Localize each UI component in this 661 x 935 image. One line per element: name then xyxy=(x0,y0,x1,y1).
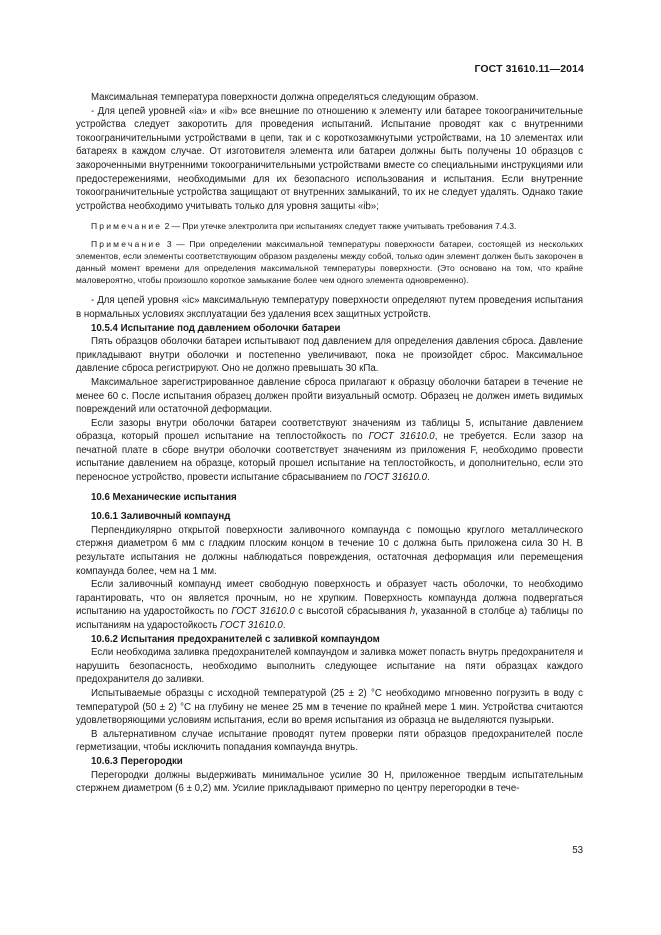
text-run: с высотой сбрасывания xyxy=(294,606,410,618)
note-3-text: 3 — При определении максимальной температуры поверхности батареи, состоящей из нескольких элементов, если элементы соответствующим образом разделены между собой, только один элемент должен быть закорочен в данный момент времени для определения максимальной температуры поверхности. (Это основано на том, что крайне маловероятно, чтобы произошло короткое замыкание более чем одного элемента одновременно). xyxy=(76,239,583,286)
note-2-label: Примечание xyxy=(91,221,163,232)
paragraph-10-6-2-b: Испытываемые образцы с исходной температурой (25 ± 2) °С необходимо мгновенно погрузить в воду с температурой (50 ± 2) °С на глубину не менее 25 мм в течение по крайней мере 1 мин. Устройства считаются удовлетворяющими условиям испытания, если во время испытания из образца не выделяются пузырьки. xyxy=(76,687,583,727)
text-run: , не требуется. Если зазор на печатной плате в сборе внутри оболочки соответствует значениям из приложения F, необходимо провести испытание давлением на образце, который прошел испытание на теплостойкость, и дополнительно, если это переносное устройство, провести испытание сбрасыванием по xyxy=(76,431,584,484)
text-run: . xyxy=(426,472,430,484)
paragraph-10-6-1-b xyxy=(76,578,583,632)
standard-reference: ГОСТ 31610.0 xyxy=(364,472,427,484)
paragraph-ia-ib: - Для цепей уровней «ia» и «ib» все внешние по отношению к элементу или батарее токоограничительные устройства следует закоротить для проведения испытаний. Испытание проводят как с внутренними токоограничительными устройствами в цепи, так и с короткозамкнутыми устройствами, на 10 элементах или батареях в каждом случае. От изготовителя элемента или батареи должны быть получены 10 образцов с закороченными внутренними токоограничительными устройствами вместе со специальными инструкциями или предостережениями, необходимыми для их безопасного использования и испытания. Если внутренние токоограничительные устройства защищают от внутренних замыканий, то их не следует удалять. Однако такие устройства необходимо учитывать только для уровня защиты «ib»; xyxy=(76,105,583,212)
standard-reference: ГОСТ 31610.0 xyxy=(231,606,295,618)
note-3-label: Примечание xyxy=(91,239,163,250)
heading-10-6-3: 10.6.3 Перегородки xyxy=(91,755,183,767)
heading-10-5-4: 10.5.4 Испытание под давлением оболочки батареи xyxy=(91,322,341,334)
heading-10-6-1: 10.6.1 Заливочный компаунд xyxy=(91,511,231,523)
paragraph-10-6-2-a: Если необходима заливка предохранителей компаундом и заливка может попасть внутрь предохранителя и нарушить безопасность, необходимо выполнить следующее испытание на пяти образцах каждого предохранителя до заливки. xyxy=(76,647,583,686)
paragraph-10-6-3-a: Перегородки должны выдерживать минимальное усилие 30 Н, приложенное твердым испытательным стержнем диаметром (6 ± 0,2) мм. Усилие прикладывают примерно по центру перегородки в тече- xyxy=(76,769,583,795)
standard-reference: ГОСТ 31610.0 xyxy=(368,431,435,443)
paragraph-10-5-4-b: Максимальное зарегистрированное давление сброса прилагают к образцу оболочки батареи в течение не менее 60 с. После испытания образец должен пройти визуальный осмотр. Образец не должен иметь видимых повреждений или остаточной деформации. xyxy=(76,376,583,416)
text-run: , указанной в столбце а) таблицы по испытаниям на ударостойкость xyxy=(76,606,583,631)
text-run: Если зазоры внутри оболочки батареи соответствуют значениям из таблицы 5, испытание давлением образца, который прошел испытание на теплостойкость по xyxy=(76,417,583,443)
text-run: . xyxy=(282,620,286,631)
paragraph-10-6-2-c: В альтернативном случае испытание проводят путем проверки пяти образцов предохранителей после герметизации, чтобы исключить попадания компаунда внутрь. xyxy=(76,728,583,754)
document-header: ГОСТ 31610.11—2014 xyxy=(474,63,584,75)
page-content xyxy=(76,91,583,796)
text-run: Если заливочный компаунд имеет свободную поверхность и образует часть оболочки, то необходимо гарантировать, что он является прочным, но не хрупким. Поверхность компаунда должна подвергаться испытанию на ударостойкость по xyxy=(76,579,583,618)
note-2-text: 2 — При утечке электролита при испытаниях следует также учитывать требования 7.4.3. xyxy=(162,221,517,232)
paragraph-10-5-4-a: Пять образцов оболочки батареи испытывают под давлением для определения давления сброса. Давление прикладывают внутри оболочки и постепенно увеличивают, пока не произойдет сброс. Максимальное давление сброса регистрируют. Оно не должно превышать 30 кПа. xyxy=(76,336,583,375)
note-2 xyxy=(76,220,583,232)
page-number: 53 xyxy=(572,845,583,856)
paragraph-10-6-1-a: Перпендикулярно открытой поверхности заливочного компаунда с помощью круглого металлического стержня диаметром 6 мм с гладким плоским концом в течение 10 с должна быть приложена сила 30 Н. В результате испытания не должны наблюдаться повреждения, остаточная деформация или перемещения компаунда более, чем на 1 мм. xyxy=(76,524,583,577)
paragraph-intro: Максимальная температура поверхности должна определяться следующим образом. xyxy=(91,92,479,103)
paragraph-ic: - Для цепей уровня «ic» максимальную температуру поверхности определяют путем проведения испытания в нормальных условиях эксплуатации без удаления всех защитных устройств. xyxy=(76,295,583,320)
heading-10-6-2: 10.6.2 Испытания предохранителей с заливкой компаундом xyxy=(91,633,380,645)
standard-reference: ГОСТ 31610.0 xyxy=(220,620,283,631)
heading-10-6: 10.6 Механические испытания xyxy=(91,491,237,503)
note-3 xyxy=(76,238,583,286)
variable-h: h xyxy=(409,606,416,618)
paragraph-10-5-4-c xyxy=(76,417,583,485)
